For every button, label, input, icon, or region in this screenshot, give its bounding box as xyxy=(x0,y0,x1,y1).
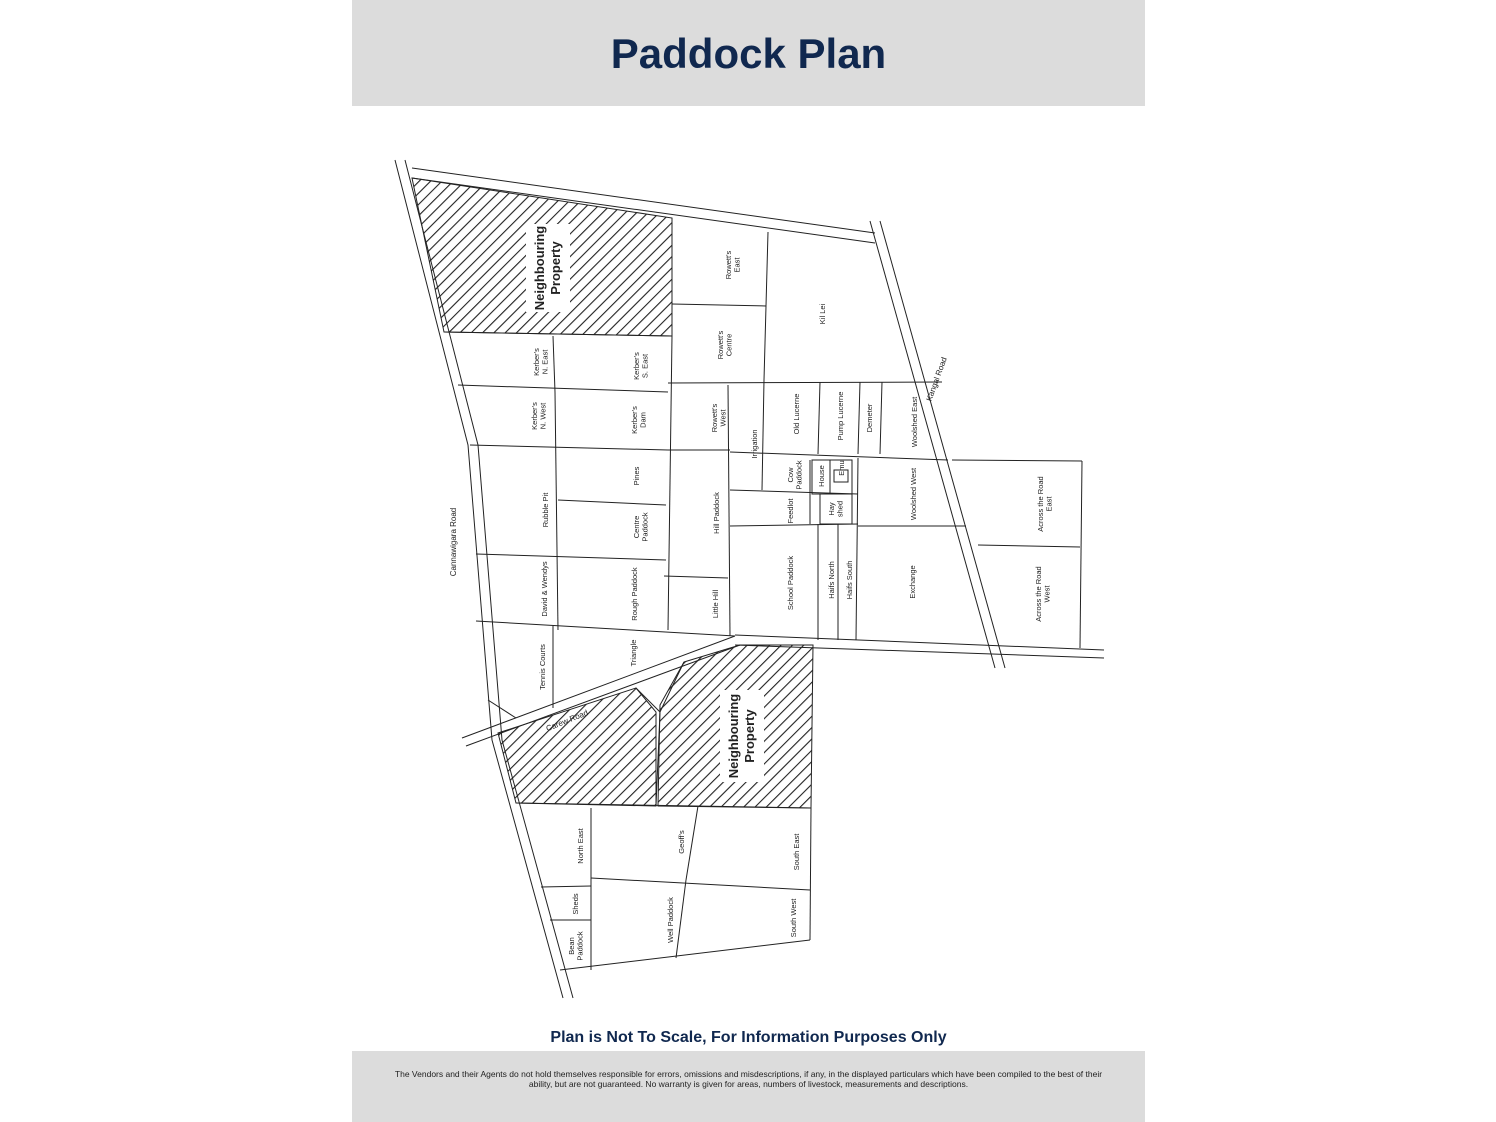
paddock-label-kerbers-n-east: Kerber'sN. East xyxy=(531,348,550,376)
paddock-label-rowetts-west: Rowett'sWest xyxy=(709,403,728,433)
paddock-label-kerbers-n-west: Kerber'sN. West xyxy=(529,402,548,430)
footer-banner xyxy=(352,1051,1145,1122)
paddock-label-pines: Pines xyxy=(632,466,641,486)
paddock-label-rowetts-centre: Rowett'sCentre xyxy=(715,330,734,360)
scale-notice: Plan is Not To Scale, For Information Purposes Only xyxy=(550,1029,947,1046)
carew-road-label: Carew Road xyxy=(544,708,590,734)
paddock-label-demeter: Demeter xyxy=(865,403,874,433)
paddock-label-house: House xyxy=(817,465,826,487)
paddock-label-woolshed-east: Woolshed East xyxy=(910,396,919,448)
paddock-label-south-west: South West xyxy=(789,898,798,938)
paddock-labels xyxy=(530,250,1054,960)
paddock-label-centre-paddock: CentrePaddock xyxy=(631,512,650,542)
paddock-label-cow-paddock: CowPaddock xyxy=(785,460,804,490)
paddock-label-pump-lucerne: Pump Lucerne xyxy=(836,391,845,441)
paddock-label-old-lucerne: Old Lucerne xyxy=(792,393,801,435)
neighbouring-property-label-north xyxy=(526,224,570,312)
neighbouring-property-label-south xyxy=(720,690,764,782)
paddock-label-across-road-west: Across the RoadWest xyxy=(1033,566,1052,622)
paddock-label-north-east: North East xyxy=(576,828,585,864)
paddock-label-haifs-south: Haifs South xyxy=(845,560,854,600)
paddock-label-irrigation: Irrigation xyxy=(750,429,759,459)
paddock-label-geoffs: Geoff's xyxy=(677,830,686,854)
paddock-label-rubble-pit: Rubble Pit xyxy=(541,492,550,528)
neighbouring-label-line1: Neighbouring xyxy=(726,693,741,779)
paddock-label-kerbers-s-east: Kerber'sS. East xyxy=(631,352,650,380)
paddock-label-across-road-east: Across the RoadEast xyxy=(1035,476,1054,532)
cannawigara-road-label: Cannawigara Road xyxy=(449,507,458,577)
paddock-label-emu: Emu xyxy=(837,460,846,476)
neighbouring-label-line2: Property xyxy=(742,709,757,763)
paddock-label-david-wendys: David & Wendys xyxy=(540,561,549,617)
paddock-label-tennis-courts: Tennis Courts xyxy=(538,644,547,690)
kangal-road-east-edge xyxy=(870,221,995,668)
paddock-label-bean-paddock: BeanPaddock xyxy=(566,931,585,961)
neighbouring-property-south-west xyxy=(498,688,656,806)
neighbouring-label-line2: Property xyxy=(548,241,563,295)
paddock-label-south-east: South East xyxy=(792,833,801,871)
paddock-label-kil-lei: Kil Lei xyxy=(818,303,827,325)
neighbouring-label-line1: Neighbouring xyxy=(532,225,547,311)
paddock-label-feedlot: Feedlot xyxy=(786,498,795,524)
kangal-road-label: Kangal Road xyxy=(924,355,949,403)
paddock-label-little-hill: Little Hill xyxy=(711,589,720,619)
paddock-label-hill-paddock: Hill Paddock xyxy=(712,492,721,534)
kangal-road-west-edge xyxy=(880,221,1005,668)
paddock-label-rowetts-east: Rowett'sEast xyxy=(723,250,742,280)
page-title: Paddock Plan xyxy=(610,30,887,77)
paddock-label-sheds: Sheds xyxy=(571,893,580,915)
paddock-label-haifs-north: Haifs North xyxy=(827,561,836,599)
paddock-label-kerbers-dam: Kerber'sDam xyxy=(629,406,648,434)
paddock-label-triangle: Triangle xyxy=(629,639,638,667)
paddock-label-woolshed-west: Woolshed West xyxy=(909,467,918,521)
paddock-label-rough-paddock: Rough Paddock xyxy=(630,567,639,621)
paddock-label-well-paddock: Well Paddock xyxy=(666,897,675,943)
disclaimer-text: The Vendors and their Agents do not hold themselves responsible for errors, omissions and misdescriptions, if any, in the displayed particulars which have been compiled to the best of their ability, but are not guaranteed. No warranty is given for areas, numbers of livestock, measurements and descriptions. xyxy=(394,1069,1103,1089)
paddock-label-exchange: Exchange xyxy=(908,565,917,599)
paddock-label-hay-shed: Hayshed xyxy=(826,500,845,518)
paddock-label-school-paddock: School Paddock xyxy=(786,555,795,611)
